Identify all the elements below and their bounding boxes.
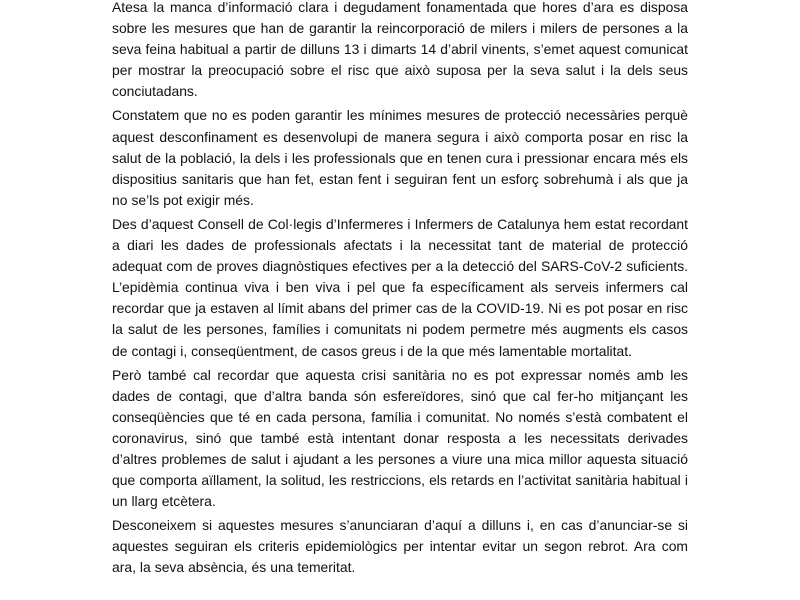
paragraph-mesures-proteccio: Constatem que no es poden garantir les mínimes mesures de protecció necessàries perquè aquest desconfinament es desenvolupi de manera segura i això comporta posar en risc la salut de la població, la dels i les professionals que en tenen cura i pressionar encara més els dispositius sanitaris que han fet, estan fent i seguiran fent un esforç sobrehumà i als que ja no se’ls pot exigir més.: [112, 107, 688, 208]
paragraph-desconeixem: Desconeixem si aquestes mesures s’anunciaran d’aquí a dilluns i, en cas d’anunciar-se si aquestes seguiran els criteris epidemiològics per intentar evitar un segon rebrot. Ara com ara, la seva absència, és una temeritat.: [112, 517, 688, 576]
paragraph-consell-collegis: Des d’aquest Consell de Col·legis d’Infermeres i Infermers de Catalunya hem estat recordant a diari les dades de professionals afectats i la necessitat tant de material de protecció adequat com de proves diagnòstiques efectives per a la detecció del SARS-CoV-2 suficients. L’epidèmia continua viva i ben viva i pel que fa específicament als serveis infermers cal recordar que ja estaven al límit abans del primer cas de la COVID-19. Ni es pot posar en risc la salut de les persones, famílies i comunitats ni podem permetre més augments els casos de contagi i, conseqüentment, de casos greus i de la que més lamentable mortalitat.: [112, 215, 688, 359]
paragraph-crisi-sanitaria: Però també cal recordar que aquesta crisi sanitària no es pot expressar només amb les dades de contagi, que d’altra banda són esfereïdores, sinó que cal fer-ho mitjançant les conseqüències que té en cada persona, família i comunitat. No només s’està combatent el coronavirus, sinó que també està intentant donar resposta a les necessitats derivades d’altres problemes de salut i ajudant a les persones a viure una mica millor aquesta situació que comporta aïllament, la solitud, les restriccions, els retards en l’activitat sanitària habitual i un llarg etcètera.: [112, 366, 688, 510]
paragraph-reincorporacio: Atesa la manca d’informació clara i degudament fonamentada que hores d’ara es disposa sobre les mesures que han de garantir la reincorporació de milers i milers de persones a la seva feina habitual a partir de dilluns 13 i dimarts 14 d’abril vinents, s’emet aquest comunicat per mostrar la preocupació sobre el risc que això suposa per la seva salut i la dels seus conciutadans.: [112, 0, 688, 100]
